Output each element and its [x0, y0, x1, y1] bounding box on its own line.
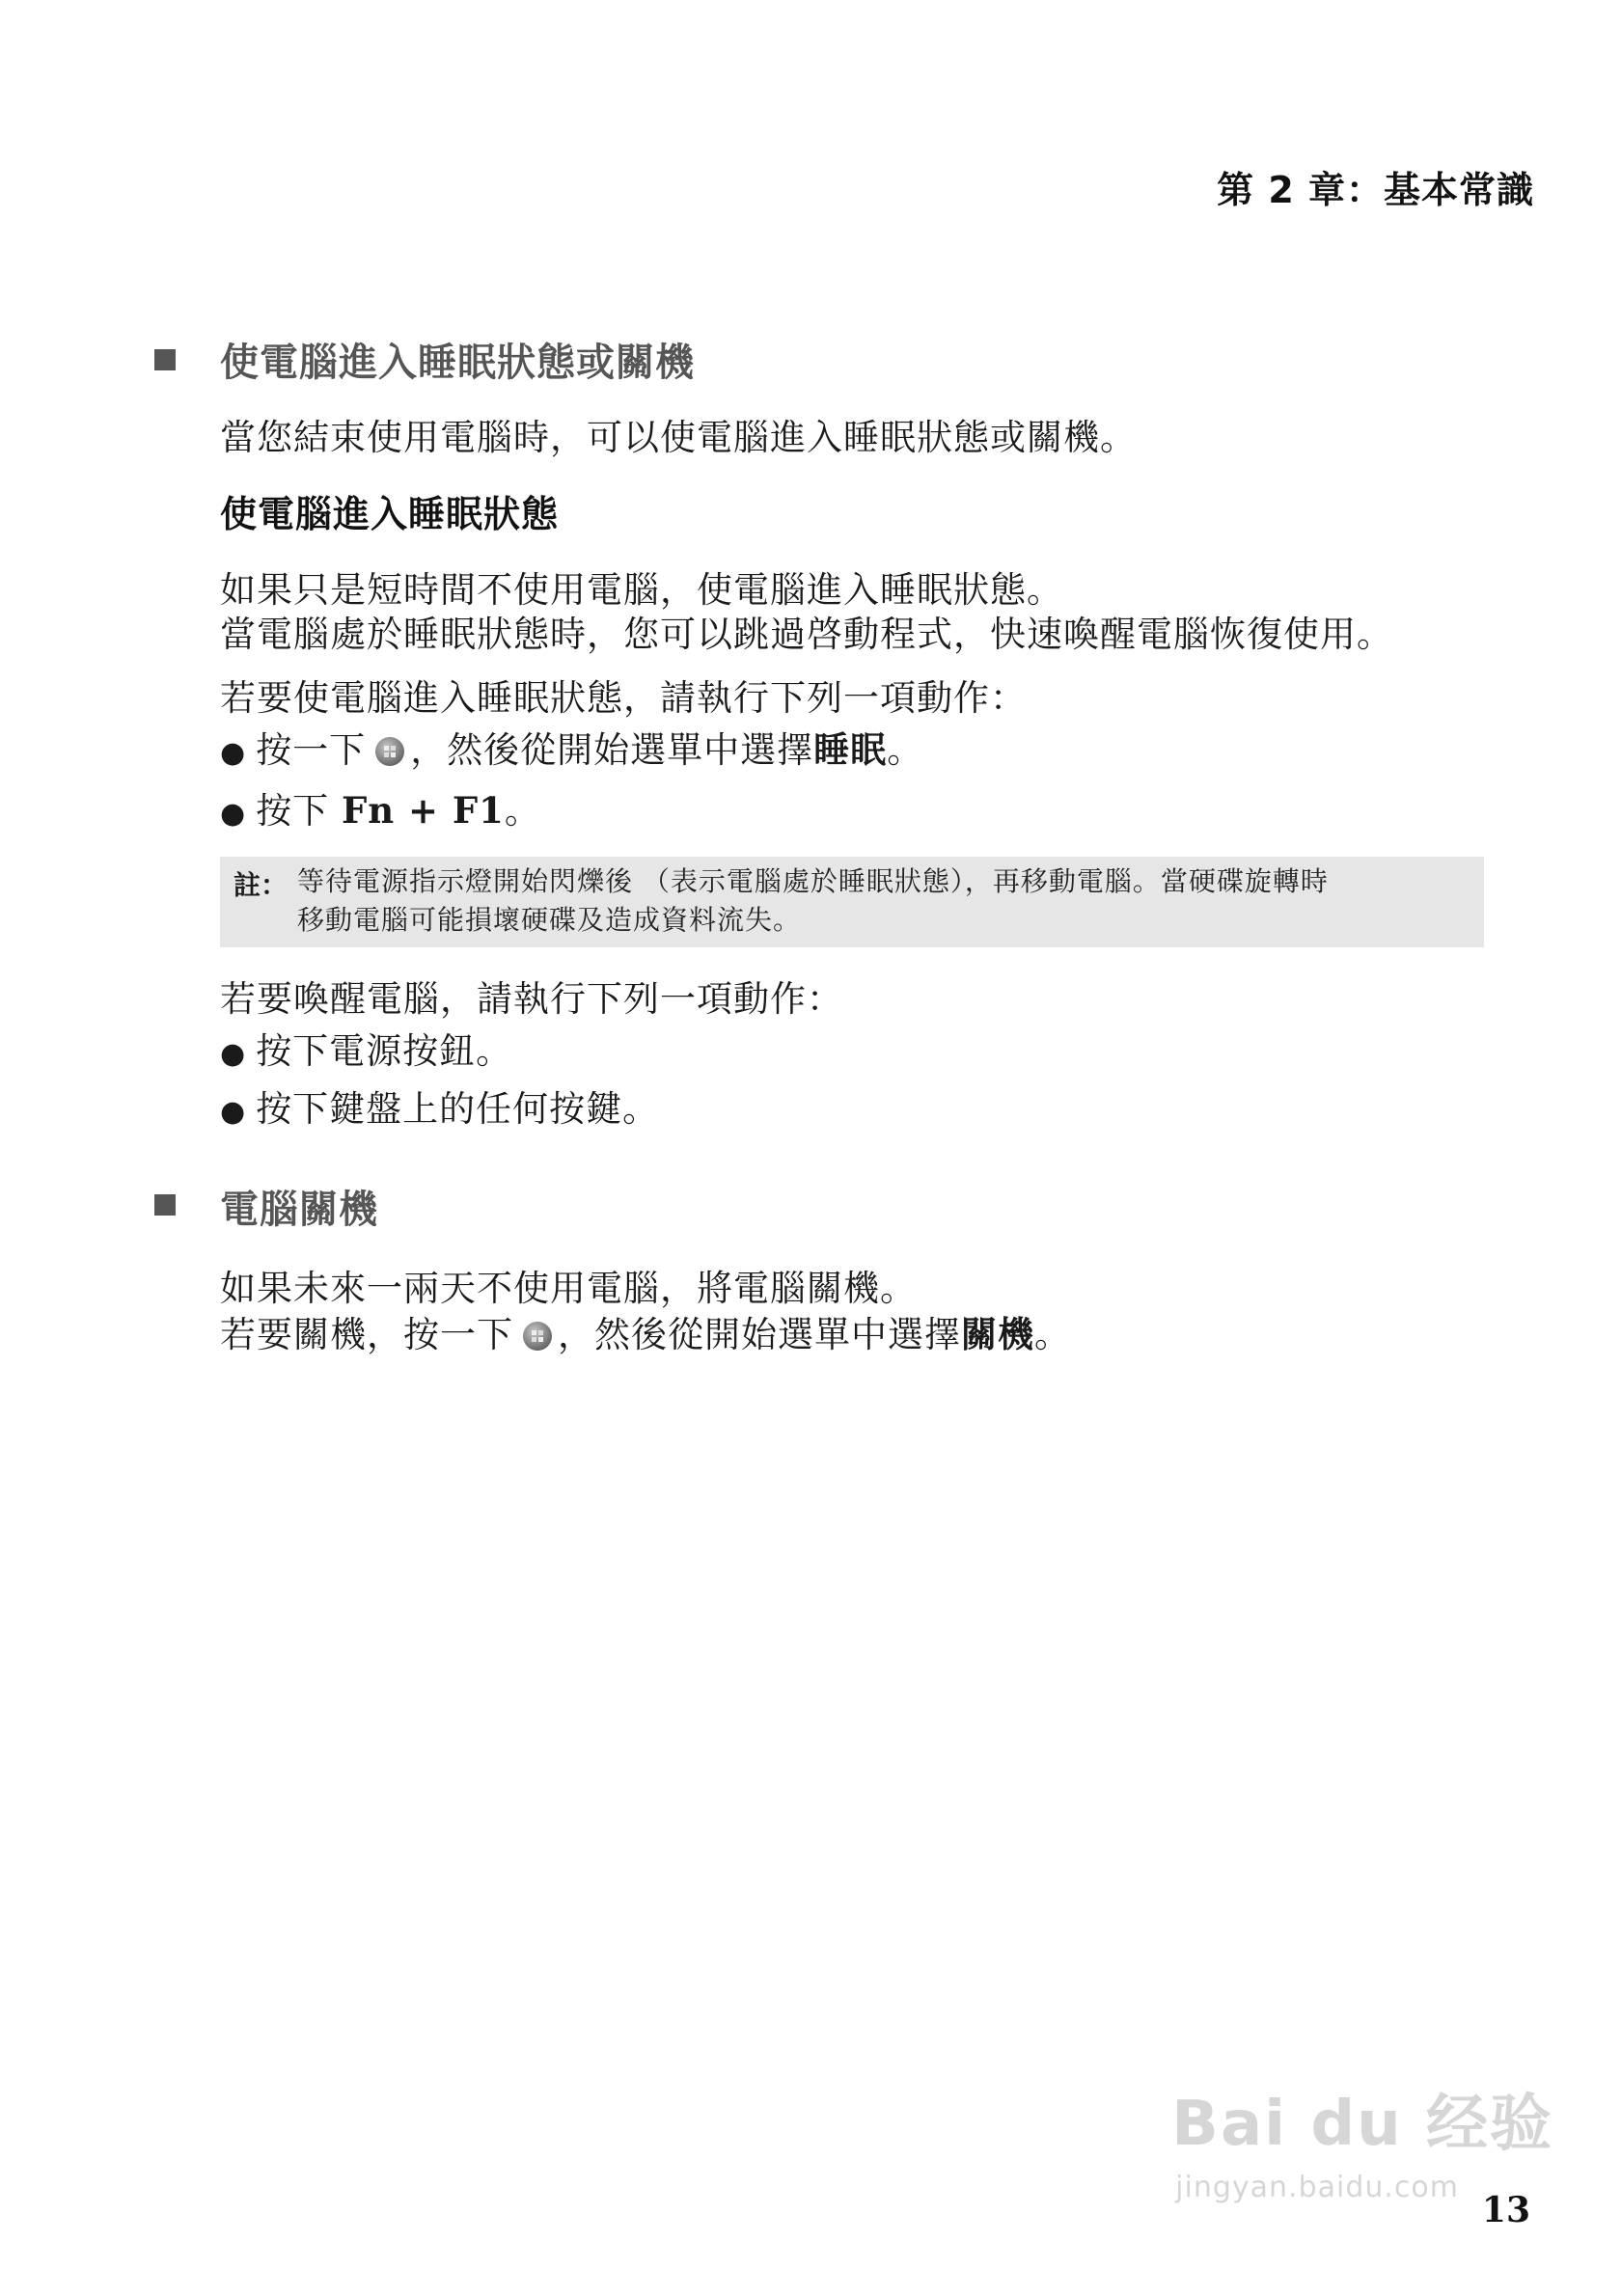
- sleep-instructions-intro: 若要使電腦進入睡眠狀態，請執行下列一項動作：: [220, 677, 1027, 719]
- section-title-shutdown: 電腦關機: [220, 1188, 378, 1232]
- section1-intro: 當您結束使用電腦時，可以使電腦進入睡眠狀態或關機。: [220, 417, 1137, 458]
- key-combo-fn-f1: Fn + F1: [341, 789, 505, 832]
- bullet-dot: ●: [220, 1037, 247, 1071]
- bullet-dot: ●: [220, 797, 247, 831]
- bullet-dot: ●: [220, 736, 247, 770]
- wake-instructions-intro: 若要喚醒電腦，請執行下列一項動作：: [220, 978, 843, 1020]
- wake-bullet-power: ● 按下電源按鈕。: [220, 1030, 513, 1072]
- page-number: 13: [1481, 2190, 1530, 2230]
- windows-start-orb-icon: [375, 737, 404, 766]
- chapter-header: 第 2 章：基本常識: [1217, 169, 1534, 211]
- sleep-paragraph-line2: 當電腦處於睡眠狀態時，您可以跳過啓動程式，快速喚醒電腦恢復使用。: [220, 614, 1393, 655]
- bullet-dot: ●: [220, 1095, 247, 1129]
- note-label: 註：: [234, 869, 288, 901]
- baidu-watermark: [1171, 2074, 1553, 2204]
- section-title-sleep-shutdown: 使電腦進入睡眠狀態或關機: [220, 341, 695, 385]
- wake-bullet-any-key: ● 按下鍵盤上的任何按鍵。: [220, 1088, 660, 1130]
- sleep-paragraph-line1: 如果只是短時間不使用電腦，使電腦進入睡眠狀態。: [220, 569, 1063, 611]
- shutdown-line1: 如果未來一兩天不使用電腦，將電腦關機。: [220, 1268, 917, 1309]
- sleep-bullet-start-menu: ● 按一下 ，然後從開始選單中選擇睡眠。: [220, 729, 924, 771]
- subtitle-sleep: 使電腦進入睡眠狀態: [220, 493, 560, 535]
- note-line2: 移動電腦可能損壞硬碟及造成資料流失。: [297, 904, 802, 936]
- section-marker: [154, 349, 176, 370]
- shutdown-line2: 若要關機，按一下 ，然後從開始選單中選擇關機。: [220, 1314, 1071, 1355]
- section-marker: [154, 1194, 176, 1216]
- windows-start-orb-icon: [523, 1322, 552, 1351]
- menu-option-sleep: 睡眠: [813, 729, 888, 771]
- watermark-url: jingyan.baidu.com: [1175, 2171, 1459, 2204]
- sleep-bullet-fn-key: ● 按下 Fn + F1。: [220, 789, 541, 832]
- note-box: [220, 857, 1484, 947]
- note-line1: 等待電源指示燈開始閃爍後 （表示電腦處於睡眠狀態），再移動電腦。當硬碟旋轉時: [297, 865, 1329, 897]
- menu-option-shutdown: 關機: [961, 1314, 1034, 1355]
- watermark-brand: Bai du 经验: [1171, 2089, 1553, 2160]
